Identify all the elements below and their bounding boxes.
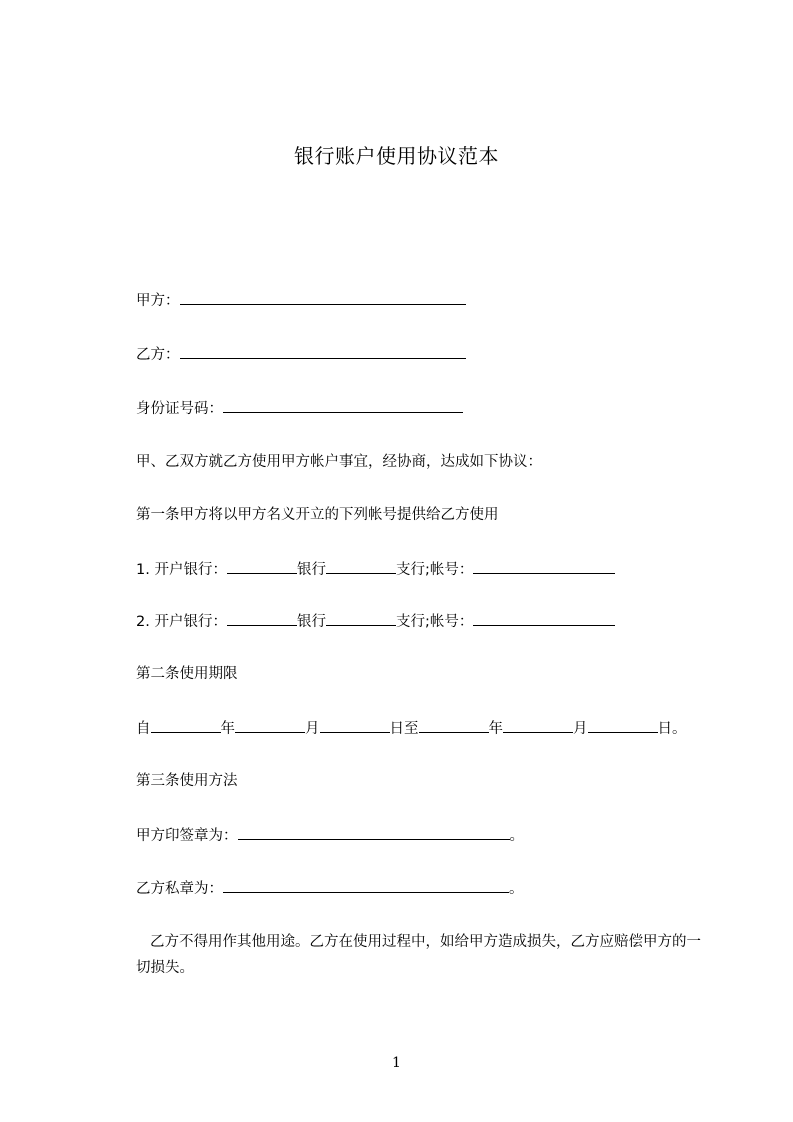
account-prefix: 1. 开户银行： <box>136 562 227 578</box>
start-month-blank <box>235 718 305 733</box>
intro-text: 甲、乙双方就乙方使用甲方帐户事宜，经协商，达成如下协议： <box>136 454 542 470</box>
party-a-label: 甲方： <box>136 293 180 309</box>
start-year-blank <box>151 718 221 733</box>
day-to-label: 日至 <box>389 721 419 737</box>
end-day-blank <box>588 718 658 733</box>
end-year-blank <box>419 718 489 733</box>
seal-a-label: 甲方印签章为： <box>136 828 238 844</box>
party-a-blank <box>180 290 466 305</box>
branch-blank <box>326 611 396 626</box>
page-number: 1 <box>392 1055 401 1071</box>
account-number-blank <box>473 611 615 626</box>
seal-b-blank <box>223 878 509 893</box>
period-mark: 。 <box>509 881 524 897</box>
bank-blank <box>227 559 297 574</box>
year-label: 年 <box>488 721 503 737</box>
seal-a-blank <box>238 825 510 840</box>
id-number-blank <box>223 398 463 413</box>
id-number-label: 身份证号码： <box>136 401 223 417</box>
account-line-2 <box>136 611 615 632</box>
start-day-blank <box>320 718 390 733</box>
period-line <box>136 718 687 739</box>
document-title: 银行账户使用协议范本 <box>294 144 499 168</box>
branch-account-label: 支行;帐号： <box>395 614 474 630</box>
bank-label: 银行 <box>296 562 326 578</box>
article-3-heading: 第三条使用方法 <box>136 773 238 789</box>
branch-blank <box>326 559 396 574</box>
month-label: 月 <box>573 721 588 737</box>
seal-b-line <box>136 878 524 899</box>
party-a-line <box>136 290 466 311</box>
party-b-line <box>136 344 466 365</box>
period-from: 自 <box>136 721 151 737</box>
day-end-label: 日。 <box>657 721 687 737</box>
article-1-heading: 第一条甲方将以甲方名义开立的下列帐号提供给乙方使用 <box>136 507 499 523</box>
seal-b-label: 乙方私章为： <box>136 881 223 897</box>
account-line-1 <box>136 559 615 580</box>
year-label: 年 <box>220 721 235 737</box>
liability-clause: 乙方不得用作其他用途。乙方在使用过程中，如给甲方造成损失，乙方应赔偿甲方的一切损失。 <box>136 934 701 976</box>
bank-blank <box>227 611 297 626</box>
account-number-blank <box>473 559 615 574</box>
branch-account-label: 支行;帐号： <box>395 562 474 578</box>
id-number-line <box>136 398 463 419</box>
account-prefix: 2. 开户银行： <box>136 614 227 630</box>
bank-label: 银行 <box>296 614 326 630</box>
end-month-blank <box>503 718 573 733</box>
party-b-label: 乙方： <box>136 347 180 363</box>
month-label: 月 <box>305 721 320 737</box>
article-2-heading: 第二条使用期限 <box>136 666 238 682</box>
party-b-blank <box>180 344 466 359</box>
seal-a-line <box>136 825 524 846</box>
period-mark: 。 <box>509 828 524 844</box>
